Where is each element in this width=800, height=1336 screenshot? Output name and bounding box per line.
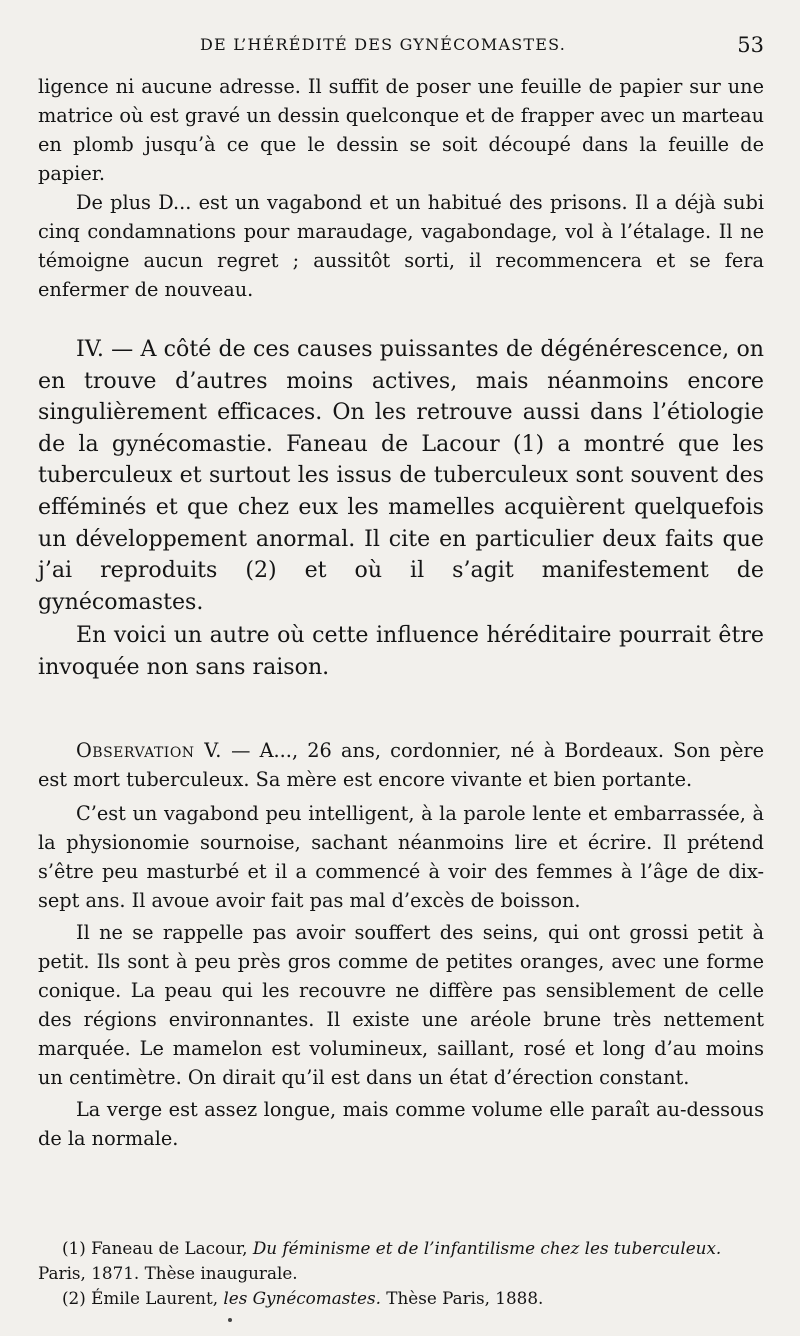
observation-intro: — A..., 26 ans, cordonnier, né à Bordeaux. Son père est mort tuberculeux. Sa mère est encore vivante et bien portante. [38,739,764,791]
footnote-2-title: les Gynécomastes. [223,1288,381,1308]
main-text-top [38,72,764,304]
observation-header [38,736,764,794]
main-text-large [38,334,764,684]
paragraph-breast-description: Il ne se rappelle pas avoir souffert des seins, qui ont grossi petit à petit. Ils sont à peu près gros comme de petites oranges, avec une forme conique. La peau qui les recouvre ne diffère pas sensiblement de celle des régions environnantes. Il existe une aréole brune très nettement marquée. Le mamelon est volumineux, saillant, rosé et long d’au moins un centimètre. On dirait qu’il est dans un état d’érection constant. [38,921,764,1089]
page-number: 53 [737,33,764,57]
footnotes [38,1236,764,1311]
observation-block [38,736,764,1153]
paragraph-transition: En voici un autre où cette influence héréditaire pourrait être invoquée non sans raison. [38,622,764,680]
paragraph-genital-description: La verge est assez longue, mais comme volume elle paraît au-dessous de la normale. [38,1098,764,1150]
paragraph-patient-description: C’est un vagabond peu intelligent, à la parole lente et embarrassée, à la physionomie sournoise, sachant néanmoins lire et écrire. Il prétend s’être peu masturbé et il a commencé à voir des femmes à l’âge de dix-sept ans. Il avoue avoir fait pas mal d’excès de boisson. [38,802,764,912]
running-title: DE L’HÉRÉDITÉ DES GYNÉCOMASTES. [200,35,566,54]
ink-speck [228,1318,232,1322]
footnote-2-author: (2) Émile Laurent, [62,1288,224,1308]
footnote-2 [38,1286,764,1311]
observation-label: Observation V. [76,739,222,762]
footnote-2-details: Thèse Paris, 1888. [380,1288,544,1308]
footnote-1 [38,1236,764,1286]
footnote-1-author: (1) Faneau de Lacour, [62,1238,253,1258]
paragraph-section-iv: IV. — A côté de ces causes puissantes de dégénérescence, on en trouve d’autres moins actives, mais néanmoins encore singulièrement efficaces. On les retrouve aussi dans l’étiologie de la gynécomastie. Faneau de Lacour (1) a montré que les tuberculeux et surtout les issus de tuberculeux sont souvent des efféminés et que chez eux les mamelles acquièrent quelquefois un développement anormal. Il cite en particulier deux faits que j’ai reproduits (2) et où il s’agit manifestement de gynécomastes. [38,336,764,615]
running-head [0,35,800,59]
paragraph-continuation: ligence ni aucune adresse. Il suffit de poser une feuille de papier sur une matrice où est gravé un dessin quelconque et de frapper avec un marteau en plomb jusqu’à ce que le dessin se soit découpé dans la feuille de papier. [38,75,764,185]
footnote-1-details: Paris, 1871. Thèse inaugurale. [38,1263,298,1283]
paragraph-vagabond: De plus D... est un vagabond et un habitué des prisons. Il a déjà subi cinq condamnations pour maraudage, vagabondage, vol à l’étalage. Il ne témoigne aucun regret ; aussitôt sorti, il recommencera et se fera enfermer de nouveau. [38,191,764,301]
footnote-1-title: Du féminisme et de l’infantilisme chez les tuberculeux. [252,1238,722,1258]
